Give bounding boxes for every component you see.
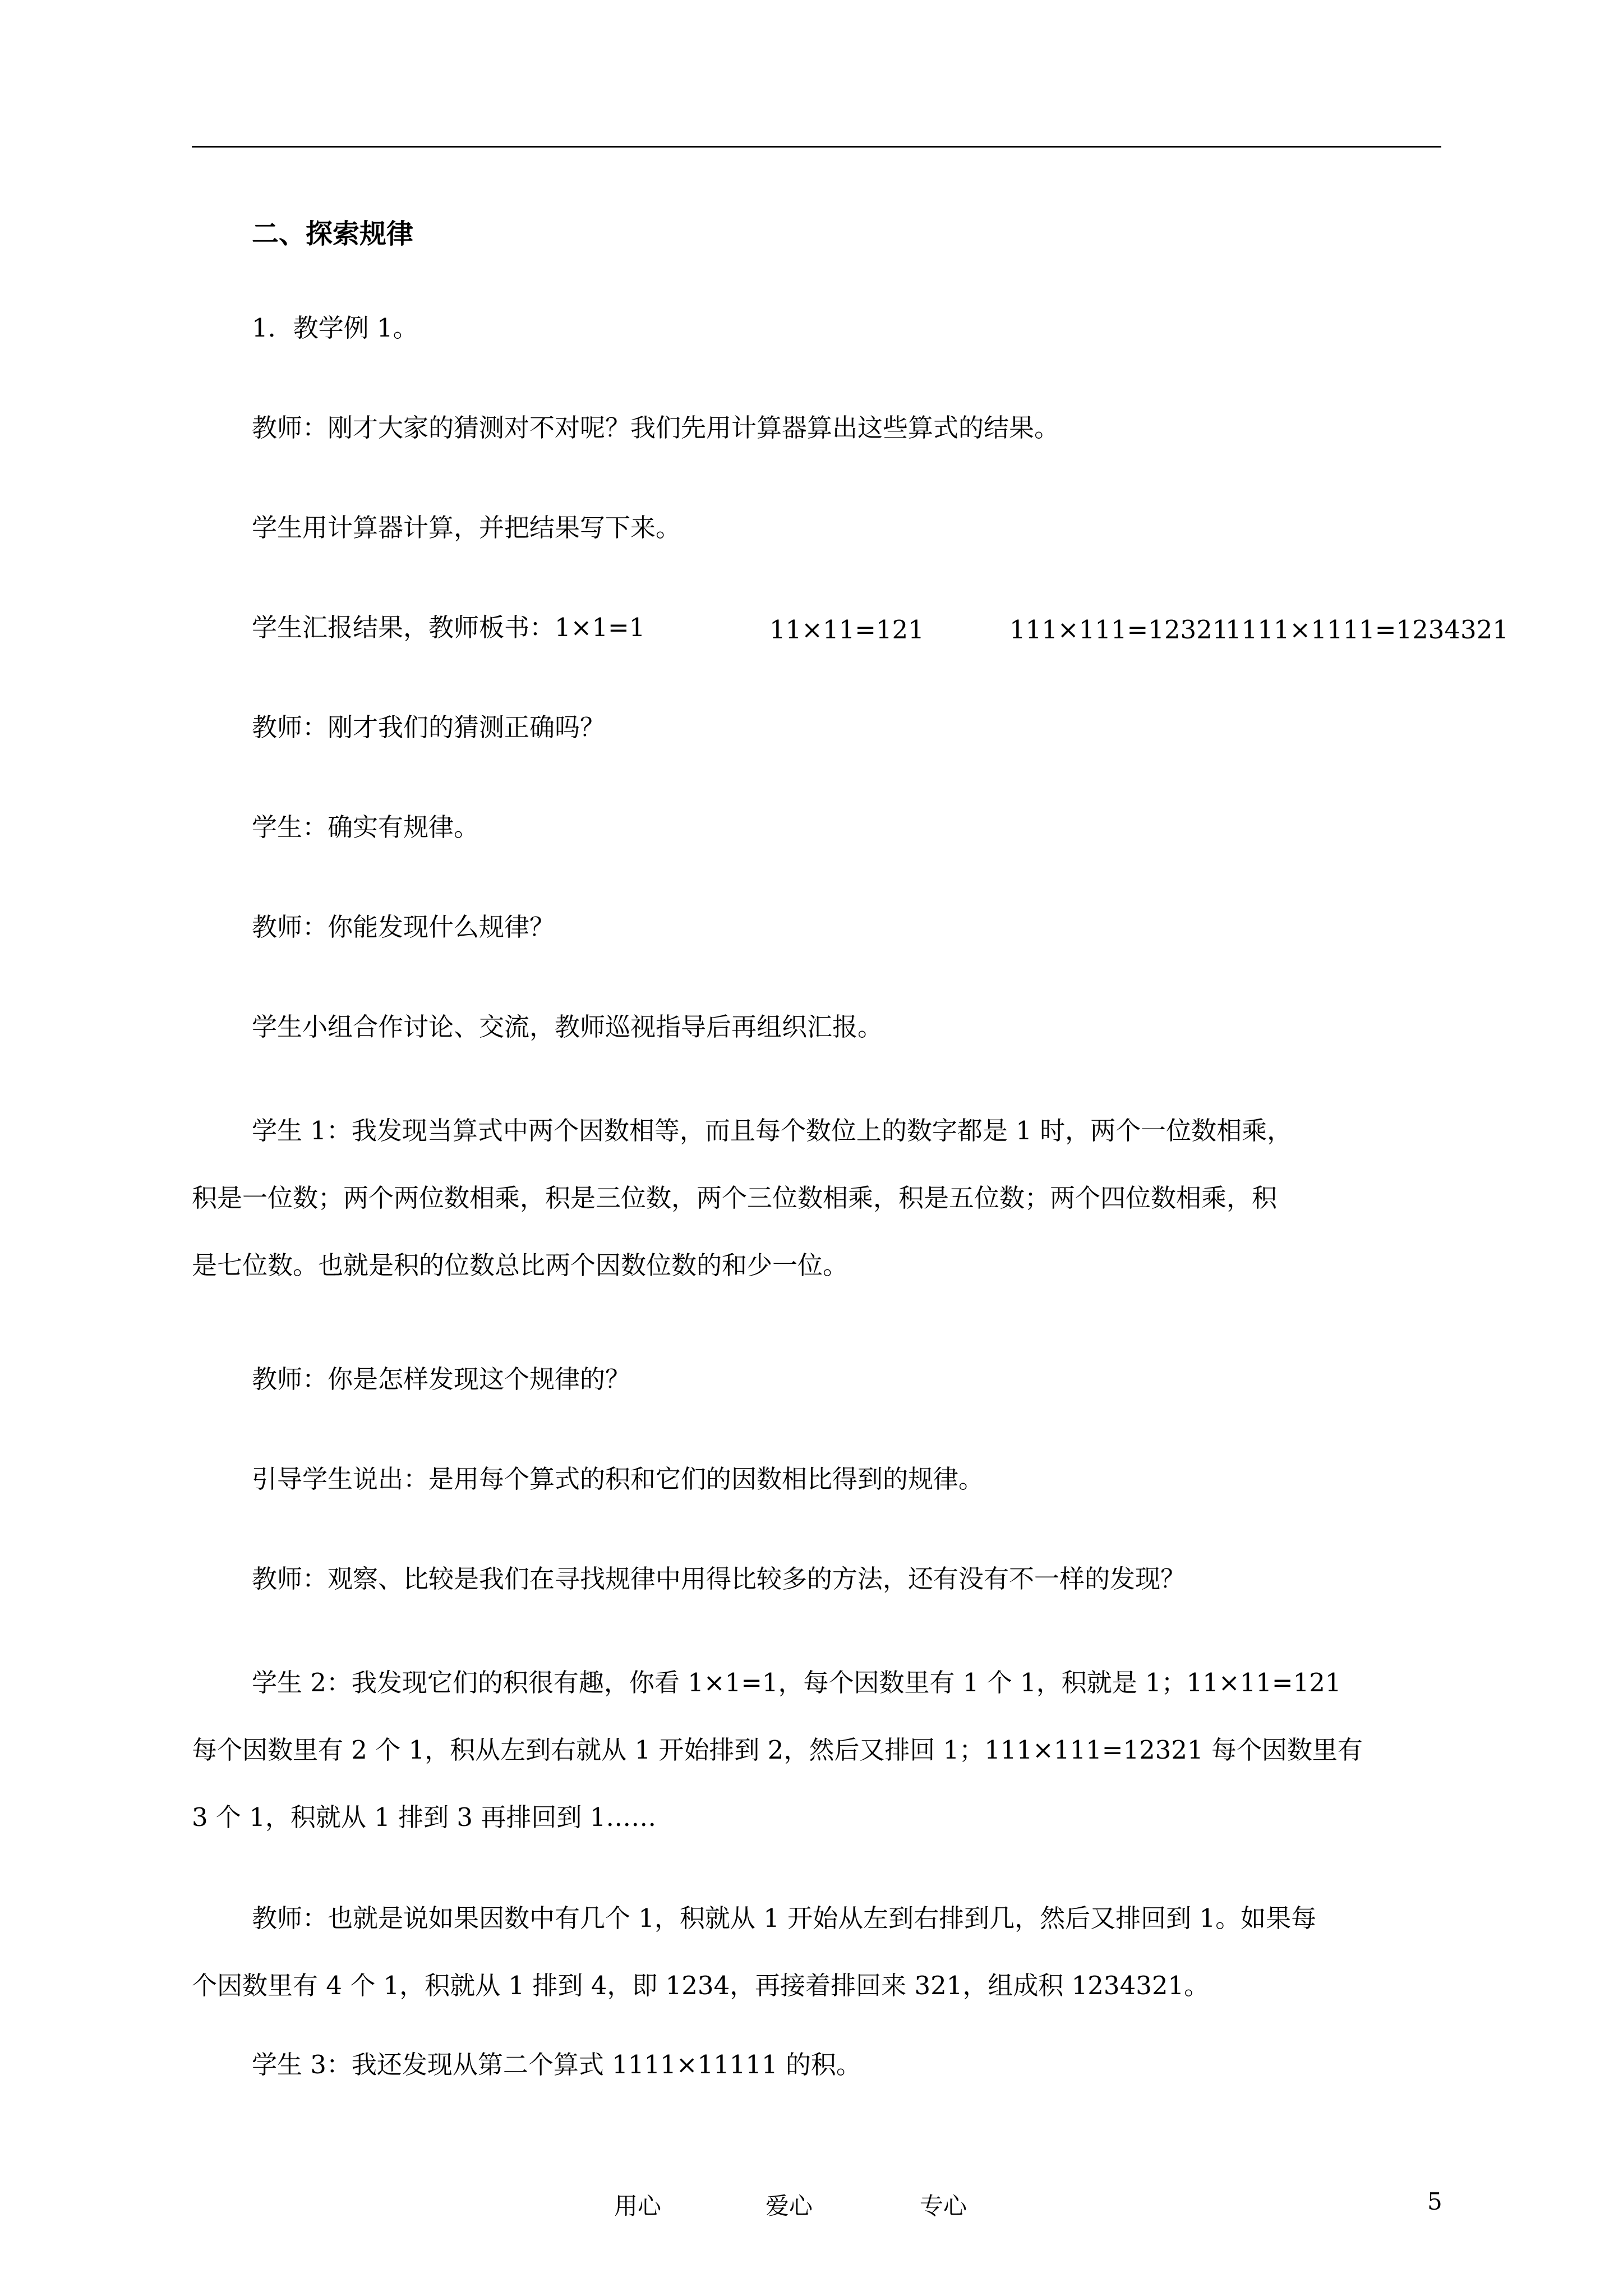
paragraph-group-discussion: 学生小组合作讨论、交流，教师巡视指导后再组织汇报。 bbox=[252, 1012, 883, 1042]
paragraph-student-3: 学生 3：我还发现从第二个算式 1111×11111 的积。 bbox=[252, 2050, 861, 2079]
section-heading: 二、探索规律 bbox=[252, 218, 414, 250]
paragraph-line: 是七位数。也就是积的位数总比两个因数位数的和少一位。 bbox=[192, 1250, 849, 1280]
paragraph-students-calc: 学生用计算器计算，并把结果写下来。 bbox=[252, 513, 681, 542]
paragraph-teacher-3: 教师：你能发现什么规律？ bbox=[252, 912, 555, 942]
footer-motto-2: 爱心 bbox=[766, 2192, 813, 2220]
paragraph-student-1 bbox=[192, 1097, 1454, 1299]
paragraph-board-label: 学生汇报结果，教师板书：1×1=1 bbox=[252, 613, 645, 642]
paragraph-teacher-6 bbox=[192, 1885, 1454, 2019]
header-rule bbox=[192, 146, 1441, 148]
paragraph-teacher-2: 教师：刚才我们的猜测正确吗？ bbox=[252, 712, 606, 742]
paragraph-teacher-5: 教师：观察、比较是我们在寻找规律中用得比较多的方法，还有没有不一样的发现？ bbox=[252, 1564, 1186, 1594]
paragraph-line: 每个因数里有 2 个 1，积从左到右就从 1 开始排到 2，然后又排回 1；111×111=12321 每个因数里有 bbox=[192, 1735, 1363, 1765]
paragraph-student-2 bbox=[192, 1649, 1454, 1851]
paragraph-example-title: 1．教学例 1。 bbox=[252, 313, 418, 343]
paragraph-line: 学生 2：我发现它们的积很有趣，你看 1×1=1，每个因数里有 1 个 1，积就是 1；11×11=121 bbox=[252, 1668, 1341, 1697]
paragraph-line: 3 个 1，积就从 1 排到 3 再排回到 1…… bbox=[192, 1802, 657, 1832]
footer-motto-3: 专心 bbox=[920, 2192, 967, 2220]
board-equation-3: 111×111=12321 bbox=[1009, 615, 1229, 645]
page-number: 5 bbox=[1427, 2188, 1442, 2215]
paragraph-student-reply: 学生：确实有规律。 bbox=[252, 812, 479, 842]
paragraph-teacher-4: 教师：你是怎样发现这个规律的？ bbox=[252, 1364, 631, 1394]
paragraph-teacher-1: 教师：刚才大家的猜测对不对呢？我们先用计算器算出这些算式的结果。 bbox=[252, 413, 1060, 443]
board-equation-4: 1111×1111=1234321 bbox=[1225, 615, 1509, 645]
paragraph-line: 教师：也就是说如果因数中有几个 1，积就从 1 开始从左到右排到几，然后又排回到 1。如果每 bbox=[252, 1903, 1317, 1933]
paragraph-line: 积是一位数；两个两位数相乘，积是三位数，两个三位数相乘，积是五位数；两个四位数相乘，积 bbox=[192, 1183, 1278, 1213]
footer-motto-1: 用心 bbox=[614, 2192, 662, 2220]
paragraph-line: 学生 1：我发现当算式中两个因数相等，而且每个数位上的数字都是 1 时，两个一位数相乘， bbox=[252, 1116, 1293, 1145]
paragraph-line: 个因数里有 4 个 1，积就从 1 排到 4，即 1234，再接着排回来 321，组成积 1234321。 bbox=[192, 1971, 1210, 2000]
board-equation-2: 11×11=121 bbox=[769, 615, 924, 645]
paragraph-guide: 引导学生说出：是用每个算式的积和它们的因数相比得到的规律。 bbox=[252, 1464, 984, 1494]
